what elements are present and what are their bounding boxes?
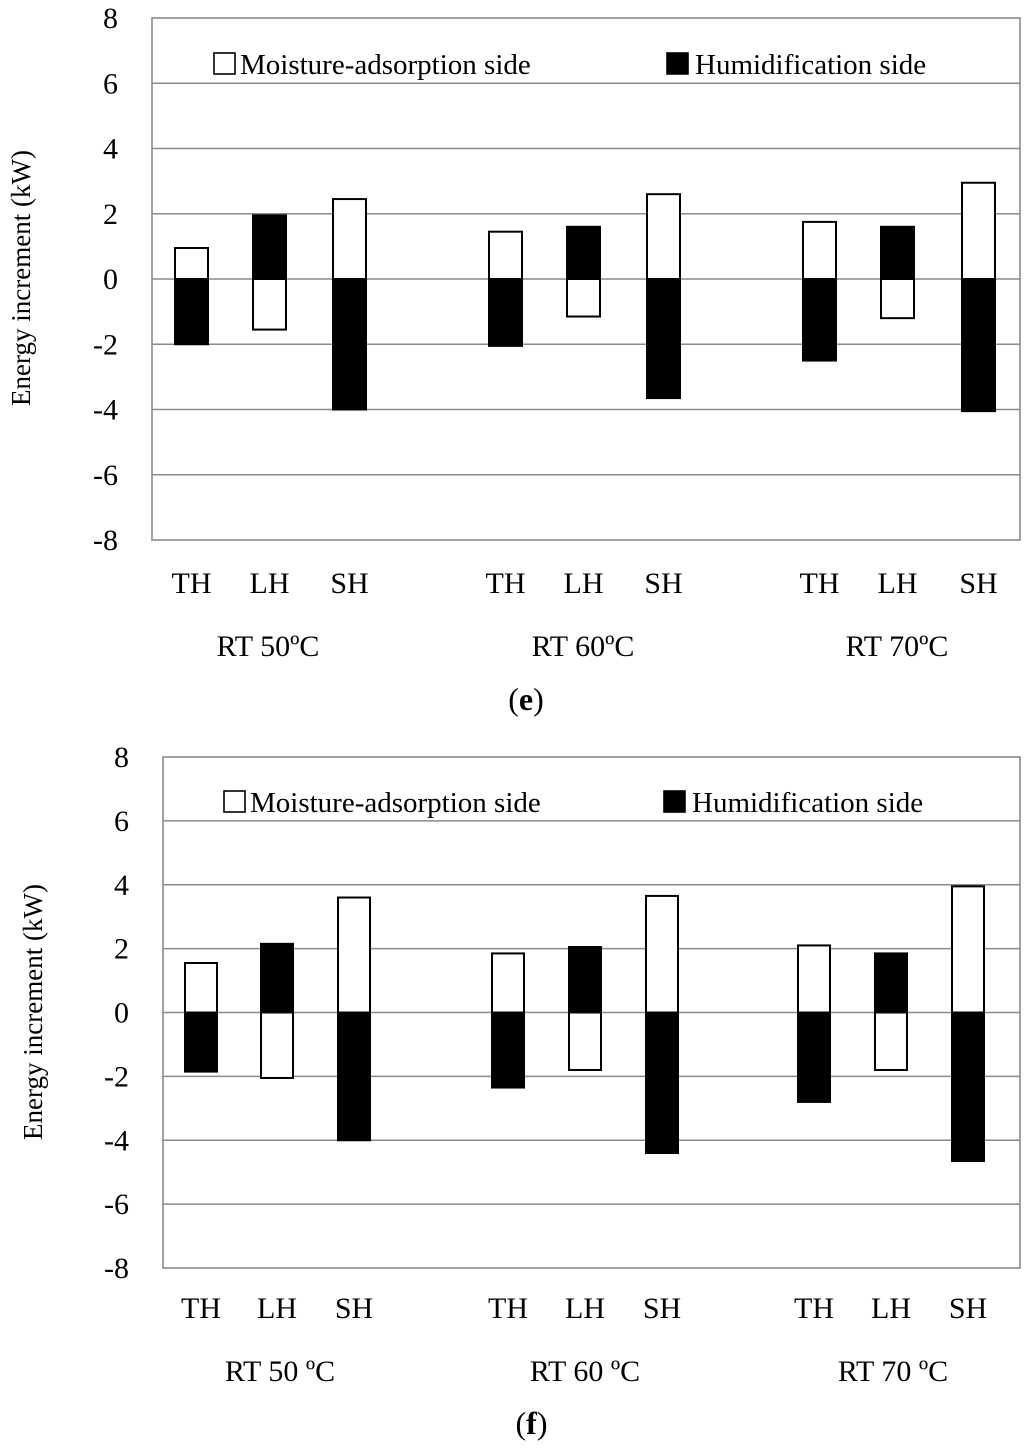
bar-moisture-adsorption-th: [803, 222, 836, 279]
bar-moisture-adsorption-th: [492, 953, 524, 1012]
category-label: SH: [959, 567, 998, 600]
category-label: SH: [948, 1292, 988, 1325]
bar-moisture-adsorption-th: [185, 963, 217, 1013]
y-tick-label: 4: [114, 868, 129, 902]
bar-humidification-th: [492, 1013, 524, 1088]
bar-humidification-th: [798, 1013, 830, 1102]
bar-humidification-th: [175, 279, 208, 344]
bar-moisture-adsorption-sh: [646, 896, 678, 1013]
chart-panel-e: [6, 2, 1020, 717]
category-label: TH: [488, 1292, 528, 1325]
category-label: LH: [871, 1292, 911, 1325]
category-label: LH: [257, 1292, 297, 1325]
y-tick-label: -8: [93, 524, 118, 557]
legend-label-moisture-adsorption: Moisture-adsorption side: [250, 787, 541, 819]
bar-moisture-adsorption-lh: [569, 1013, 601, 1070]
bar-humidification-lh: [875, 953, 907, 1012]
bar-humidification-th: [489, 279, 522, 346]
bar-moisture-adsorption-lh: [253, 279, 286, 330]
category-label: TH: [794, 1292, 834, 1325]
y-tick-label: -4: [104, 1124, 129, 1158]
bar-moisture-adsorption-th: [175, 248, 208, 279]
y-tick-label: 2: [114, 932, 129, 966]
legend-swatch-moisture-adsorption: [214, 53, 235, 74]
y-tick-label: 4: [103, 132, 118, 166]
panel-label: (e): [508, 681, 544, 717]
category-label: SH: [644, 567, 683, 600]
legend-label-humidification: Humidification side: [692, 787, 924, 819]
bar-moisture-adsorption-th: [489, 232, 522, 279]
group-label: RT 50 ºC: [224, 1355, 336, 1388]
category-label: LH: [877, 567, 918, 600]
bar-humidification-th: [185, 1013, 217, 1072]
panel-label: (f): [515, 1405, 548, 1441]
legend-label-moisture-adsorption: Moisture-adsorption side: [240, 49, 531, 81]
legend-swatch-humidification: [664, 791, 685, 812]
group-label: RT 70 ºC: [837, 1355, 949, 1388]
bar-humidification-th: [803, 279, 836, 361]
y-tick-label: -6: [93, 458, 118, 492]
bar-moisture-adsorption-sh: [338, 898, 370, 1013]
bar-moisture-adsorption-sh: [952, 886, 984, 1012]
y-tick-label: 6: [114, 804, 129, 838]
bar-humidification-sh: [338, 1013, 370, 1141]
category-label: LH: [563, 567, 604, 600]
legend: [214, 49, 926, 81]
y-tick-label: -8: [104, 1252, 129, 1285]
y-tick-label: -2: [93, 328, 118, 362]
category-label: TH: [171, 567, 212, 600]
legend-label-humidification: Humidification side: [695, 49, 927, 81]
group-label: RT 60ºC: [531, 630, 635, 663]
bar-moisture-adsorption-th: [798, 945, 830, 1012]
y-tick-label: 0: [114, 996, 129, 1030]
bar-humidification-lh: [261, 944, 293, 1013]
category-label: TH: [799, 567, 840, 600]
bar-humidification-sh: [952, 1013, 984, 1162]
bar-humidification-lh: [567, 227, 600, 279]
category-label: LH: [249, 567, 290, 600]
bar-moisture-adsorption-lh: [875, 1013, 907, 1070]
y-tick-label: -6: [104, 1188, 129, 1222]
bar-humidification-sh: [333, 279, 366, 410]
y-tick-label: -4: [93, 393, 118, 427]
y-tick-label: 8: [114, 741, 129, 774]
bar-humidification-lh: [253, 215, 286, 279]
legend: [224, 787, 923, 819]
bar-humidification-lh: [569, 947, 601, 1012]
group-label: RT 70ºC: [845, 630, 949, 663]
bar-humidification-sh: [646, 1013, 678, 1154]
bar-moisture-adsorption-sh: [647, 194, 680, 279]
y-tick-label: 8: [103, 2, 118, 35]
category-label: SH: [334, 1292, 374, 1325]
bar-moisture-adsorption-lh: [881, 279, 914, 318]
bar-moisture-adsorption-lh: [567, 279, 600, 317]
legend-swatch-moisture-adsorption: [224, 791, 245, 812]
bar-humidification-sh: [647, 279, 680, 398]
bar-humidification-lh: [881, 227, 914, 279]
bar-moisture-adsorption-lh: [261, 1013, 293, 1078]
bar-humidification-sh: [962, 279, 995, 411]
category-label: LH: [565, 1292, 605, 1325]
y-tick-label: -2: [104, 1060, 129, 1094]
y-tick-label: 2: [103, 197, 118, 231]
category-label: SH: [642, 1292, 682, 1325]
bar-moisture-adsorption-sh: [333, 199, 366, 279]
y-axis-label: Energy increment (kW): [6, 150, 36, 406]
group-label: RT 50ºC: [216, 630, 320, 663]
category-label: SH: [330, 567, 369, 600]
y-axis-label: Energy increment (kW): [18, 884, 48, 1140]
bar-moisture-adsorption-sh: [962, 183, 995, 279]
group-label: RT 60 ºC: [529, 1355, 641, 1388]
legend-swatch-humidification: [667, 53, 688, 74]
category-label: TH: [485, 567, 526, 600]
chart-panel-f: [18, 741, 1020, 1441]
y-tick-label: 0: [103, 263, 118, 296]
y-tick-label: 6: [103, 67, 118, 101]
category-label: TH: [181, 1292, 221, 1325]
